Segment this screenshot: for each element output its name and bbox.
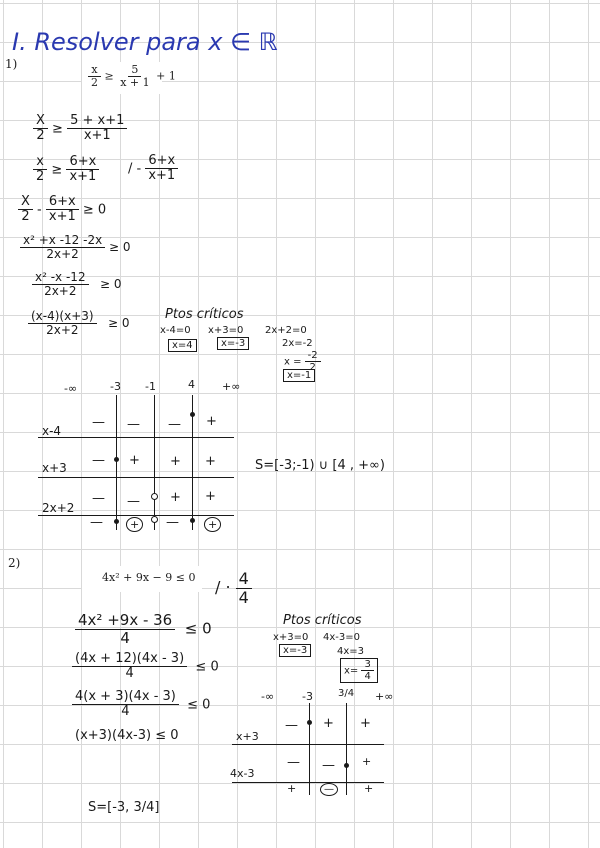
p2-head-1: -3 xyxy=(302,690,313,703)
p1-step-4: $\frac{\text{x² +x -12 -2x}}{2x+2}$ ≥ 0 xyxy=(20,234,131,261)
p2-sign-r1-c0: — xyxy=(287,755,300,770)
p1-sign-r0-c2: — xyxy=(168,417,181,432)
p1-crit-eq-5: x = $\frac{-2}{2}$ xyxy=(284,350,321,373)
p1-step-2-operation: / - $\frac{6+x}{x+1}$ xyxy=(128,154,178,184)
p1-row-label-0: x-4 xyxy=(42,424,62,438)
p1-sign-r0-c0: — xyxy=(92,415,105,430)
p2-head-0: -∞ xyxy=(261,690,275,703)
p2-print: 4x² + 9x − 9 ≤ 0 xyxy=(102,571,196,584)
p2-solution: S=[-3, 3/4] xyxy=(88,800,160,815)
p2-head-2: 3/4 xyxy=(338,688,355,699)
p1-open-dot-neg1 xyxy=(151,493,158,500)
p1-dot-res-4 xyxy=(190,518,195,523)
p2-step-1: $\frac{\text{4x² +9x - 36}}{4}$ ≤ 0 xyxy=(75,612,212,646)
p1-result-0: — xyxy=(90,515,103,530)
p1-step-6: $\frac{(x-4)(x+3)}{2x+2}$ ≥ 0 xyxy=(28,310,130,337)
p2-crit-eq-3: 4x=3 xyxy=(337,646,365,657)
p2-result-2: + xyxy=(364,782,374,795)
page-title: I. Resolver para x ∈ ℝ xyxy=(12,28,278,56)
p2-crit-box-1: x=-3 xyxy=(279,644,311,657)
p2-crit-eq-1: x+3=0 xyxy=(273,632,309,643)
p2-sign-r1-c2: + xyxy=(362,755,372,768)
p1-step-5: $\frac{\text{x² -x -12}}{2x+2}$ ≥ 0 xyxy=(32,271,122,298)
p1-sign-r1-c0: — xyxy=(92,453,105,468)
p1-crit-eq-3: 2x+2=0 xyxy=(265,325,307,336)
p1-sign-r0-c3: + xyxy=(206,414,217,429)
p1-crit-eq-2: x+3=0 xyxy=(208,325,244,336)
p1-result-3: + xyxy=(204,517,221,532)
p1-crit-box-3: x=-1 xyxy=(283,369,315,382)
p2-result-1: — xyxy=(320,783,338,796)
p1-crit-box-2: x=-3 xyxy=(217,337,249,350)
p1-result-1: + xyxy=(126,517,143,532)
p1-crit-eq-1: x-4=0 xyxy=(160,325,191,336)
p1-print-tail: + 1 xyxy=(156,69,176,83)
p2-step-2: $\frac{(4x + 12)(4x - 3)}{4}$ ≤ 0 xyxy=(72,652,219,682)
p1-open-dot-res-neg1 xyxy=(151,516,158,523)
p2-crit-eq-2: 4x-3=0 xyxy=(323,632,360,643)
p2-sign-r0-c0: — xyxy=(285,718,298,733)
p1-sign-r1-c2: + xyxy=(170,454,181,469)
p2-operation: / · $\frac{4}{4}$ xyxy=(215,570,252,606)
p2-sign-r0-c2: + xyxy=(360,716,371,731)
p1-critical-title: Ptos críticos xyxy=(165,307,244,322)
p1-head-1: -3 xyxy=(110,380,121,393)
p1-step-1: $\frac{X}{2}$ ≥ $\frac{5 + x+1}{x+1}$ xyxy=(33,114,127,144)
p1-head-3: 4 xyxy=(188,378,195,391)
p2-step-3: $\frac{4(x + 3)(4x - 3)}{4}$ ≤ 0 xyxy=(72,690,210,720)
p2-dot-34 xyxy=(344,763,349,768)
p1-dot-neg3-row2 xyxy=(114,457,119,462)
p1-row-label-2: 2x+2 xyxy=(42,501,75,515)
p2-head-3: +∞ xyxy=(375,690,394,703)
p1-solution: S=[-3;-1) ∪ [4 , +∞) xyxy=(255,458,385,473)
p1-print-rel: ≥ xyxy=(104,69,114,83)
p2-step-4: (x+3)(4x-3) ≤ 0 xyxy=(75,728,179,743)
p1-sign-r2-c1: — xyxy=(127,494,140,509)
p2-sign-r1-c1: — xyxy=(322,758,335,773)
p2-dot-neg3 xyxy=(307,720,312,725)
p1-sign-r2-c0: — xyxy=(92,491,105,506)
p1-print-rhs: $\frac{5}{x + 1}$ xyxy=(120,63,150,90)
p2-crit-box-2: x= $\frac{3}{4}$ xyxy=(340,658,378,683)
problem-2-number: 2) xyxy=(8,556,21,570)
p2-sign-r0-c1: + xyxy=(323,716,334,731)
p1-head-0: -∞ xyxy=(64,382,78,395)
p1-head-2: -1 xyxy=(145,380,156,393)
p1-result-2: — xyxy=(166,515,179,530)
p1-dot-res-neg3 xyxy=(114,519,119,524)
p1-crit-eq-4: 2x=-2 xyxy=(282,338,313,349)
p1-head-4: +∞ xyxy=(222,380,241,393)
p2-result-0: + xyxy=(287,782,297,795)
p1-row-label-1: x+3 xyxy=(42,461,67,475)
p1-sign-r2-c2: + xyxy=(170,490,181,505)
p1-sign-r2-c3: + xyxy=(205,489,216,504)
p1-sign-r0-c1: — xyxy=(127,417,140,432)
p1-sign-r1-c1: + xyxy=(129,453,140,468)
p2-row-label-0: x+3 xyxy=(236,730,259,743)
p1-dot-4 xyxy=(190,412,195,417)
p2-row-label-1: 4x-3 xyxy=(230,767,255,780)
problem-2-print-box xyxy=(82,566,202,592)
p1-step-3: $\frac{X}{2}$ - $\frac{6+x}{x+1}$ ≥ 0 xyxy=(18,195,106,225)
problem-1-number: 1) xyxy=(5,57,18,71)
p1-sign-r1-c3: + xyxy=(205,454,216,469)
p1-crit-box-1: x=4 xyxy=(168,339,197,352)
p1-print-lhs: $\frac{x}{2}$ xyxy=(88,64,101,89)
p1-step-2: $\frac{x}{2}$ ≥ $\frac{6+x}{x+1}$ xyxy=(33,155,99,185)
problem-1-print-box xyxy=(82,62,176,94)
p2-critical-title: Ptos críticos xyxy=(283,613,362,628)
